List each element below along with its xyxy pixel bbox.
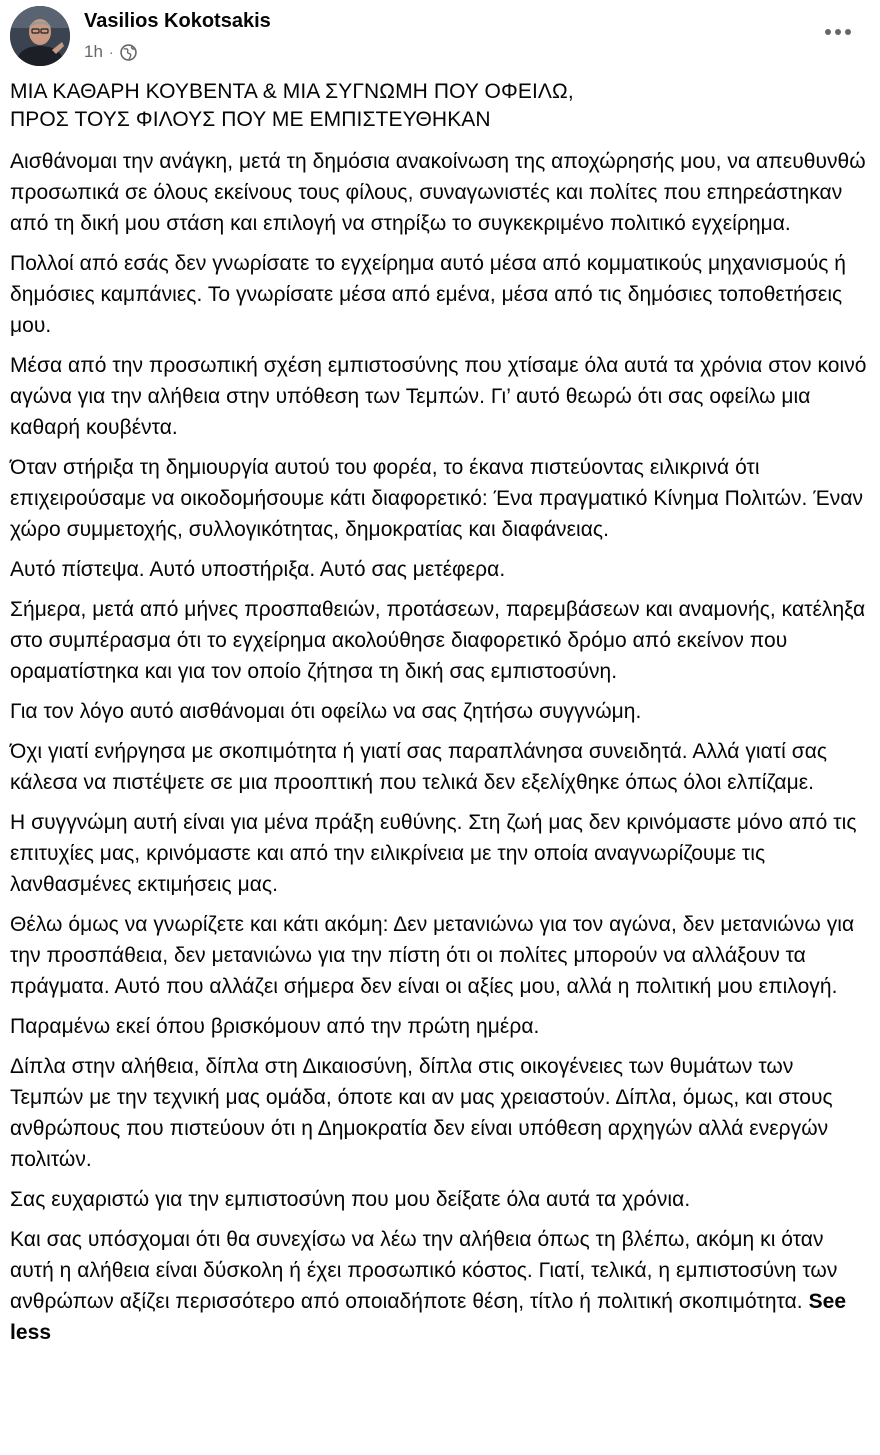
post-title-line: ΠΡΟΣ ΤΟΥΣ ΦΙΛΟΥΣ ΠΟΥ ΜΕ ΕΜΠΙΣΤΕΥΘΗΚΑΝ bbox=[10, 108, 491, 131]
avatar[interactable] bbox=[10, 6, 70, 66]
post-paragraph: Σας ευχαριστώ για την εμπιστοσύνη που μου δείξατε όλα αυτά τα χρόνια. bbox=[10, 1188, 691, 1211]
meta-separator: · bbox=[108, 44, 114, 60]
author-name[interactable]: Vasilios Kokotsakis bbox=[84, 10, 271, 32]
post-paragraph: Παραμένω εκεί όπου βρισκόμουν από την πρώτη ημέρα. bbox=[10, 1015, 540, 1038]
post-paragraph: Όταν στήριξα τη δημιουργία αυτού του φορέα, το έκανα πιστεύοντας ειλικρινά ότι επιχειρούσαμε να οικοδομήσουμε κάτι διαφορετικό: Ένα πραγματικό Κίνημα Πολιτών. Έναν χώρο συμμετοχής, συλλογικότητας, δημοκρατίας και διαφάνειας. bbox=[10, 456, 864, 541]
post-meta bbox=[84, 42, 137, 62]
post-header bbox=[10, 6, 870, 66]
post-paragraph: Μέσα από την προσωπική σχέση εμπιστοσύνης που χτίσαμε όλα αυτά τα χρόνια στον κοινό αγώνα για την αλήθεια στην υπόθεση των Τεμπών. Γι’ αυτό θεωρώ ότι σας οφείλω μια καθαρή κουβέντα. bbox=[10, 354, 867, 439]
post-paragraph-last bbox=[10, 1224, 868, 1348]
post-title-line: ΜΙΑ ΚΑΘΑΡΗ ΚΟΥΒΕΝΤΑ & ΜΙΑ ΣΥΓΝΩΜΗ ΠΟΥ ΟΦΕΙΛΩ, bbox=[10, 80, 574, 103]
post-paragraph-text: Και σας υπόσχομαι ότι θα συνεχίσω να λέω την αλήθεια όπως τη βλέπω, ακόμη κι όταν αυτή η αλήθεια είναι δύσκολη ή έχει προσωπικό κόστος. Γιατί, τελικά, η εμπιστοσύνη των ανθρώπων αξίζει περισσότερο από οποιαδήποτε θέση, τίτλο ή πολιτική σκοπιμότητα. bbox=[10, 1228, 838, 1313]
more-options-button[interactable] bbox=[820, 14, 856, 50]
more-options-icon bbox=[824, 28, 852, 36]
post-time[interactable]: 1h bbox=[84, 42, 103, 61]
post-paragraph: Όχι γιατί ενήργησα με σκοπιμότητα ή γιατί σας παραπλάνησα συνειδητά. Αλλά γιατί σας κάλεσα να πιστέψετε σε μια προοπτική που τελικά δεν εξελίχθηκε όπως όλοι ελπίζαμε. bbox=[10, 740, 828, 794]
post-paragraph: Για τον λόγο αυτό αισθάνομαι ότι οφείλω να σας ζητήσω συγγνώμη. bbox=[10, 700, 642, 723]
globe-icon[interactable] bbox=[120, 44, 137, 61]
post-title bbox=[10, 78, 868, 134]
post-paragraph: Πολλοί από εσάς δεν γνωρίσατε το εγχείρημα αυτό μέσα από κομματικούς μηχανισμούς ή δημόσιες καμπάνιες. Το γνωρίσατε μέσα από εμένα, μέσα από τις δημόσιες τοποθετήσεις μου. bbox=[10, 252, 847, 337]
post-text bbox=[10, 78, 868, 1357]
post-paragraph: Αυτό πίστεψα. Αυτό υποστήριξα. Αυτό σας μετέφερα. bbox=[10, 558, 506, 581]
see-less-link[interactable]: See less bbox=[10, 1290, 847, 1344]
post-paragraph: Σήμερα, μετά από μήνες προσπαθειών, προτάσεων, παρεμβάσεων και αναμονής, κατέληξα στο συμπέρασμα ότι το εγχείρημα ακολούθησε διαφορετικό δρόμο από εκείνον που οραματίστηκα και για τον οποίο ζήτησα τη δική σας εμπιστοσύνη. bbox=[10, 598, 866, 683]
post-paragraph: Δίπλα στην αλήθεια, δίπλα στη Δικαιοσύνη, δίπλα στις οικογένειες των θυμάτων των Τεμπών με την τεχνική μας ομάδα, όποτε και αν μας χρειαστούν. Δίπλα, όμως, και στους ανθρώπους που πιστεύουν ότι η Δημοκρατία δεν είναι υπόθεση αρχηγών αλλά ενεργών πολιτών. bbox=[10, 1055, 833, 1171]
avatar-photo bbox=[10, 6, 70, 66]
post-paragraph: Θέλω όμως να γνωρίζετε και κάτι ακόμη: Δεν μετανιώνω για τον αγώνα, δεν μετανιώνω για την προσπάθεια, δεν μετανιώνω για την πίστη ότι οι πολίτες μπορούν να αλλάξουν τα πράγματα. Αυτό που αλλάζει σήμερα δεν είναι οι αξίες μου, αλλά η πολιτική μου επιλογή. bbox=[10, 913, 855, 998]
post-paragraph: Αισθάνομαι την ανάγκη, μετά τη δημόσια ανακοίνωση της αποχώρησής μου, να απευθυνθώ προσωπικά σε όλους εκείνους τους φίλους, συναγωνιστές και πολίτες που επηρεάστηκαν από τη δική μου στάση και επιλογή να στηρίξω το συγκεκριμένο πολιτικό εγχείρημα. bbox=[10, 150, 866, 235]
post-paragraph: Η συγγνώμη αυτή είναι για μένα πράξη ευθύνης. Στη ζωή μας δεν κρινόμαστε μόνο από τις επιτυχίες μας, κρινόμαστε και από την ειλικρίνεια με την οποία αναγνωρίζουμε τις λανθασμένες εκτιμήσεις μας. bbox=[10, 811, 857, 896]
